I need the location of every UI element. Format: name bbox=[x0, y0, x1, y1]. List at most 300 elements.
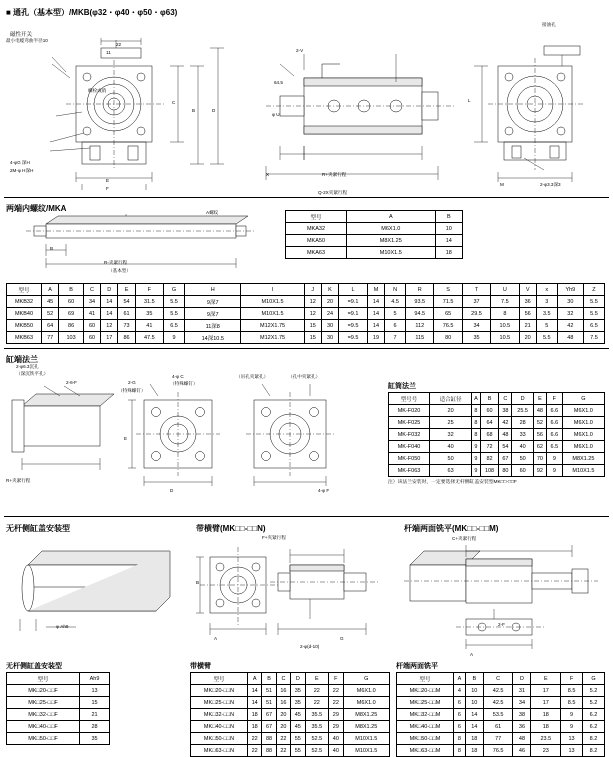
label-phi-u: φ U bbox=[272, 112, 280, 117]
table-cell: 60 bbox=[59, 296, 84, 308]
table-cell: 10.5 bbox=[491, 320, 519, 332]
table-cell: 80 bbox=[434, 332, 462, 344]
table-cell: 103 bbox=[59, 332, 84, 344]
bottom-mid-callout-f: F+夹紧行程 bbox=[262, 535, 286, 540]
column-header: D bbox=[513, 673, 531, 685]
table-cell: 14 bbox=[465, 721, 483, 733]
table-cell: 3 bbox=[536, 296, 557, 308]
table-cell: 9 bbox=[472, 453, 481, 465]
label-dim-11: 11 bbox=[106, 50, 111, 55]
table-cell: 92 bbox=[533, 465, 546, 477]
column-header: A bbox=[347, 211, 436, 223]
table-cell: 7.5 bbox=[583, 332, 604, 344]
table-cell: 93.5 bbox=[406, 296, 434, 308]
table-cell: 48 bbox=[499, 429, 512, 441]
table-cell: 4.5 bbox=[385, 296, 406, 308]
table-cell: 25 bbox=[430, 417, 472, 429]
table-cell: 5.5 bbox=[583, 308, 604, 320]
table-cell: 20 bbox=[519, 332, 536, 344]
table-cell: MK-F032 bbox=[389, 429, 430, 441]
flange-callout-f1: 2-φ6.3沉孔 bbox=[16, 364, 39, 369]
table-cell: 6.5 bbox=[546, 441, 562, 453]
table-cell: M6X1.0 bbox=[562, 429, 604, 441]
bottom-right-title: 杆端两面铣平(MK□□-□□M) bbox=[404, 524, 499, 533]
table-cell: 17 bbox=[531, 685, 561, 697]
column-header: L bbox=[339, 284, 368, 296]
column-header: 型号 bbox=[286, 211, 347, 223]
table-row bbox=[191, 685, 390, 697]
table-cell: 20 bbox=[276, 721, 290, 733]
table-row bbox=[397, 709, 605, 721]
table-cell: 22 bbox=[276, 733, 290, 745]
table-cell: 53.5 bbox=[483, 709, 513, 721]
table-cell: 22 bbox=[305, 697, 329, 709]
table-cell: 18 bbox=[465, 745, 483, 757]
table-row bbox=[7, 709, 110, 721]
table-cell: 86 bbox=[118, 332, 135, 344]
table-cell: 13 bbox=[80, 685, 110, 697]
table-cell: 22 bbox=[305, 685, 329, 697]
table-cell: 17 bbox=[101, 332, 118, 344]
table-cell: M6X1.0 bbox=[562, 405, 604, 417]
table-row bbox=[397, 721, 605, 733]
bottom-left-table bbox=[6, 672, 110, 745]
mka-title: 两端内螺纹/MKA bbox=[6, 204, 67, 213]
table-row bbox=[191, 709, 390, 721]
label-dim-b: B bbox=[192, 108, 196, 113]
table-cell: 8.2 bbox=[583, 745, 605, 757]
table-cell: =9.5 bbox=[339, 320, 368, 332]
table-cell: 76.5 bbox=[434, 320, 462, 332]
table-cell: 50 bbox=[512, 453, 533, 465]
table-cell: 108 bbox=[480, 465, 499, 477]
table-cell: 5 bbox=[536, 320, 557, 332]
table-cell: 7.5 bbox=[491, 296, 519, 308]
table-cell: 5.2 bbox=[583, 685, 605, 697]
table-cell: 68 bbox=[480, 429, 499, 441]
table-row bbox=[389, 441, 605, 453]
table-cell: M10X1.5 bbox=[347, 247, 436, 259]
table-cell: 8 bbox=[454, 745, 466, 757]
table-row bbox=[7, 308, 605, 320]
table-header-row bbox=[7, 284, 605, 296]
flange-note: 注）该法兰安装时，一定要选择无杆侧缸盖安装型MK□□-□□F bbox=[388, 480, 517, 485]
table-cell: 5.5 bbox=[164, 296, 185, 308]
table-cell: 42.5 bbox=[483, 697, 513, 709]
table-cell: 77 bbox=[42, 332, 59, 344]
table-cell: 80 bbox=[499, 465, 512, 477]
table-row bbox=[397, 733, 605, 745]
table-cell: MK□20-□□F bbox=[7, 685, 80, 697]
mka-drawing bbox=[6, 214, 276, 274]
table-cell: 40 bbox=[512, 441, 533, 453]
table-cell: 25.5 bbox=[512, 405, 533, 417]
table-row bbox=[7, 721, 110, 733]
table-cell: 34 bbox=[513, 697, 531, 709]
table-cell: 22 bbox=[329, 697, 343, 709]
column-header: F bbox=[546, 393, 562, 405]
label-oil-port: 接油孔 bbox=[542, 22, 556, 27]
table-cell: 54 bbox=[118, 296, 135, 308]
column-header: C bbox=[276, 673, 290, 685]
table-cell: =9.1 bbox=[339, 296, 368, 308]
table-cell: MKA32 bbox=[286, 223, 347, 235]
table-cell: 14深10.5 bbox=[185, 332, 241, 344]
bottom-right-callout-c: C+夹紧行程 bbox=[452, 536, 477, 541]
table-cell: M6X1.0 bbox=[347, 223, 436, 235]
column-header: I bbox=[241, 284, 304, 296]
table-row bbox=[397, 685, 605, 697]
table-cell: M8X1.25 bbox=[347, 235, 436, 247]
table-cell: 64 bbox=[480, 417, 499, 429]
table-cell: 8 bbox=[472, 405, 481, 417]
flange-title: 缸端法兰 bbox=[6, 355, 38, 364]
table-cell: 48 bbox=[513, 733, 531, 745]
table-cell: 10.5 bbox=[491, 332, 519, 344]
table-cell: 4 bbox=[454, 685, 466, 697]
table-row bbox=[7, 685, 110, 697]
label-dim-c: C bbox=[172, 100, 176, 105]
table-cell: 69 bbox=[59, 308, 84, 320]
table-cell: =9.1 bbox=[339, 308, 368, 320]
table-cell: 51 bbox=[262, 697, 276, 709]
table-cell: 40 bbox=[329, 745, 343, 757]
table-cell: 7 bbox=[385, 332, 406, 344]
label-645: 64.5 bbox=[274, 80, 283, 85]
table-cell: 52 bbox=[42, 308, 59, 320]
table-cell: 33 bbox=[512, 429, 533, 441]
table-cell: MK□20-□□M bbox=[397, 685, 454, 697]
table-cell: 51 bbox=[262, 685, 276, 697]
table-cell: 60 bbox=[83, 320, 100, 332]
table-cell: 40 bbox=[430, 441, 472, 453]
table-cell: 45 bbox=[42, 296, 59, 308]
table-cell: 36 bbox=[519, 296, 536, 308]
table-cell: 14 bbox=[435, 235, 462, 247]
column-header: G bbox=[562, 393, 604, 405]
column-header: 型号 bbox=[191, 673, 248, 685]
table-cell: 42.5 bbox=[483, 685, 513, 697]
table-row bbox=[191, 733, 390, 745]
mka-callout-b: B bbox=[50, 246, 54, 251]
table-cell: MKA50 bbox=[286, 235, 347, 247]
table-cell: 8 bbox=[472, 429, 481, 441]
table-row bbox=[7, 697, 110, 709]
table-cell: 20 bbox=[430, 405, 472, 417]
flange-callout-f2: （深沉铁平孔） bbox=[16, 371, 49, 376]
table-cell: MK□40-□□N bbox=[191, 721, 248, 733]
table-cell: 9 bbox=[472, 465, 481, 477]
table-cell: 6.2 bbox=[583, 709, 605, 721]
flange-table bbox=[388, 392, 605, 477]
table-cell: 45 bbox=[291, 709, 305, 721]
table-cell: 48 bbox=[533, 405, 546, 417]
table-cell: M10X1.5 bbox=[343, 745, 389, 757]
table-cell: 35.5 bbox=[305, 721, 329, 733]
table-cell: 38 bbox=[513, 709, 531, 721]
table-cell: 56 bbox=[519, 308, 536, 320]
table-cell: 14 bbox=[367, 320, 384, 332]
table-cell: 30 bbox=[557, 296, 583, 308]
table-cell: M8X1.25 bbox=[343, 721, 389, 733]
column-header: 型号 bbox=[7, 673, 80, 685]
table-cell: 16 bbox=[276, 697, 290, 709]
column-header: B bbox=[480, 393, 499, 405]
table-cell: 10 bbox=[435, 223, 462, 235]
mka-callout-r: R-夹紧行程 bbox=[104, 260, 128, 265]
table-cell: 6.6 bbox=[546, 417, 562, 429]
divider-2 bbox=[4, 348, 609, 349]
column-header: B bbox=[59, 284, 84, 296]
label-cable-radius: 最小电缆弯曲半径10 bbox=[6, 38, 48, 43]
table-cell: 55 bbox=[291, 745, 305, 757]
table-cell: 6.6 bbox=[546, 429, 562, 441]
table-cell: 22 bbox=[276, 745, 290, 757]
column-header: J bbox=[304, 284, 321, 296]
column-header: 型号号 bbox=[389, 393, 430, 405]
table-cell: MK□25-□□M bbox=[397, 697, 454, 709]
table-cell: MK□50-□□F bbox=[7, 733, 80, 745]
table-cell: 6 bbox=[454, 709, 466, 721]
column-header: Z bbox=[583, 284, 604, 296]
table-row bbox=[286, 235, 463, 247]
bottom-right-callout-a: A bbox=[470, 652, 474, 657]
column-header: B bbox=[435, 211, 462, 223]
table-cell: MK□20-□□N bbox=[191, 685, 248, 697]
column-header: F bbox=[135, 284, 163, 296]
mka-callout-thread: A螺纹 bbox=[206, 210, 219, 215]
table-cell: M10X1.5 bbox=[241, 308, 304, 320]
table-cell: MK□63-□□N bbox=[191, 745, 248, 757]
table-cell: 35 bbox=[135, 308, 163, 320]
table-cell: MK□32-□□N bbox=[191, 709, 248, 721]
table-cell: MK□25-□□F bbox=[7, 697, 80, 709]
table-cell: MK□50-□□M bbox=[397, 733, 454, 745]
table-cell: 9深7 bbox=[185, 296, 241, 308]
table-cell: MK□50-□□N bbox=[191, 733, 248, 745]
mka-callout-basic: （基本型） bbox=[108, 268, 131, 273]
table-cell: 18 bbox=[465, 733, 483, 745]
table-cell: 13 bbox=[561, 745, 583, 757]
table-cell: 9 bbox=[546, 465, 562, 477]
table-cell: 29.5 bbox=[462, 308, 490, 320]
table-cell: 41 bbox=[83, 308, 100, 320]
table-cell: M10X1.5 bbox=[562, 465, 604, 477]
table-cell: 56 bbox=[533, 429, 546, 441]
table-cell: 8.5 bbox=[561, 685, 583, 697]
column-header: x bbox=[536, 284, 557, 296]
mka-table bbox=[285, 210, 463, 259]
table-cell: 22 bbox=[329, 685, 343, 697]
table-row bbox=[7, 320, 605, 332]
table-cell: MK-F050 bbox=[389, 453, 430, 465]
column-header: M bbox=[367, 284, 384, 296]
column-header: E bbox=[118, 284, 135, 296]
table-cell: 20 bbox=[321, 296, 338, 308]
table-cell: 82 bbox=[480, 453, 499, 465]
table-cell: 21 bbox=[519, 320, 536, 332]
table-row bbox=[7, 296, 605, 308]
table-cell: 9 bbox=[561, 709, 583, 721]
label-dim-f: F bbox=[106, 186, 109, 191]
flange-callout-f15: E bbox=[124, 436, 128, 441]
bottom-right-drawing bbox=[396, 535, 608, 660]
table-cell: =9.5 bbox=[339, 332, 368, 344]
table-cell: 10 bbox=[465, 685, 483, 697]
flange-table-title: 缸筒法兰 bbox=[388, 383, 416, 390]
column-header: A bbox=[42, 284, 59, 296]
column-header: G bbox=[343, 673, 389, 685]
column-header: 适合缸径 bbox=[430, 393, 472, 405]
table-cell: MK□25-□□N bbox=[191, 697, 248, 709]
table-cell: 88 bbox=[262, 745, 276, 757]
table-header-row bbox=[7, 673, 110, 685]
table-row bbox=[286, 223, 463, 235]
table-cell: 9 bbox=[561, 721, 583, 733]
bottom-mid-table bbox=[190, 672, 390, 757]
bottom-left-drawing bbox=[6, 535, 186, 655]
table-cell: MKA63 bbox=[286, 247, 347, 259]
table-cell: 9 bbox=[546, 453, 562, 465]
table-cell: MKB32 bbox=[7, 296, 42, 308]
table-row bbox=[389, 453, 605, 465]
flange-callout-f7: （特殊螺钉） bbox=[170, 381, 198, 386]
column-header: E bbox=[533, 393, 546, 405]
table-cell: 14 bbox=[367, 308, 384, 320]
table-cell: 20 bbox=[276, 709, 290, 721]
bottom-mid-callout-g: G bbox=[340, 636, 344, 641]
table-cell: 15 bbox=[80, 697, 110, 709]
column-header: N bbox=[385, 284, 406, 296]
table-cell: 16 bbox=[276, 685, 290, 697]
table-cell: 6.2 bbox=[583, 721, 605, 733]
table-cell: 67 bbox=[499, 453, 512, 465]
table-cell: MK□32-□□F bbox=[7, 709, 80, 721]
column-header: A bbox=[248, 673, 262, 685]
table-cell: 19 bbox=[367, 332, 384, 344]
column-header: V bbox=[519, 284, 536, 296]
table-cell: 40 bbox=[329, 733, 343, 745]
table-cell: 30 bbox=[321, 320, 338, 332]
table-cell: 67 bbox=[262, 721, 276, 733]
table-cell: 115 bbox=[406, 332, 434, 344]
table-cell: 11深8 bbox=[185, 320, 241, 332]
table-cell: 14 bbox=[367, 296, 384, 308]
table-cell: 14 bbox=[248, 697, 262, 709]
table-cell: 28 bbox=[80, 721, 110, 733]
table-cell: M8X1.25 bbox=[343, 709, 389, 721]
table-cell: 12 bbox=[304, 296, 321, 308]
table-cell: 5 bbox=[385, 308, 406, 320]
table-cell: 8 bbox=[491, 308, 519, 320]
column-header: H bbox=[185, 284, 241, 296]
table-cell: 32 bbox=[430, 429, 472, 441]
table-cell: 28 bbox=[512, 417, 533, 429]
column-header: C bbox=[83, 284, 100, 296]
bottom-mid-title: 带横臂(MK□□-□□N) bbox=[196, 524, 266, 533]
table-header-row bbox=[191, 673, 390, 685]
page-title: ■ 通孔（基本型）/MKB(φ32・φ40・φ50・φ63) bbox=[6, 8, 178, 17]
table-cell: MK□63-□□M bbox=[397, 745, 454, 757]
bottom-left-table-title: 无杆侧缸盖安装型 bbox=[6, 663, 62, 670]
bottom-left-title: 无杆侧缸盖安装型 bbox=[6, 524, 70, 533]
table-cell: 88 bbox=[262, 733, 276, 745]
table-cell: 15 bbox=[304, 320, 321, 332]
table-cell: 6 bbox=[385, 320, 406, 332]
table-cell: 12 bbox=[101, 320, 118, 332]
flange-callout-f3: 2-6-F bbox=[66, 380, 77, 385]
table-cell: 6.5 bbox=[583, 320, 604, 332]
table-cell: 71.5 bbox=[434, 296, 462, 308]
table-cell: 35.5 bbox=[305, 709, 329, 721]
table-cell: 52.5 bbox=[305, 733, 329, 745]
column-header: F bbox=[561, 673, 583, 685]
table-cell: 35 bbox=[80, 733, 110, 745]
flange-callout-f6: 4-φ C bbox=[172, 374, 184, 379]
table-cell: 73 bbox=[118, 320, 135, 332]
table-cell: 72 bbox=[480, 441, 499, 453]
table-cell: 8.2 bbox=[583, 733, 605, 745]
table-cell: 5.5 bbox=[536, 332, 557, 344]
table-cell: 14 bbox=[248, 685, 262, 697]
label-m: M bbox=[500, 182, 504, 187]
table-cell: 6 bbox=[454, 721, 466, 733]
table-cell: 35 bbox=[462, 332, 490, 344]
table-row bbox=[286, 247, 463, 259]
bottom-left-callout: φ Ah9 bbox=[56, 624, 69, 629]
table-cell: MK-F040 bbox=[389, 441, 430, 453]
table-cell: 22 bbox=[248, 733, 262, 745]
table-cell: 8 bbox=[472, 417, 481, 429]
table-row bbox=[397, 745, 605, 757]
table-cell: 9深7 bbox=[185, 308, 241, 320]
label-hole-g: 4-φG 深H bbox=[10, 160, 30, 165]
table-cell: 46 bbox=[513, 745, 531, 757]
table-cell: 21 bbox=[80, 709, 110, 721]
column-header: S bbox=[434, 284, 462, 296]
table-cell: 61 bbox=[483, 721, 513, 733]
table-row bbox=[7, 332, 605, 344]
label-hole-33: 2-φ3.3深3 bbox=[540, 182, 561, 187]
table-cell: M10X1.5 bbox=[343, 733, 389, 745]
table-cell: MK□40-□□M bbox=[397, 721, 454, 733]
table-cell: 9 bbox=[472, 441, 481, 453]
label-bolt-pin: 螺栓或销 bbox=[88, 88, 107, 93]
label-hole-h: 2M-φ H深H bbox=[10, 168, 34, 173]
table-cell: 10 bbox=[465, 697, 483, 709]
table-cell: 5.5 bbox=[583, 296, 604, 308]
table-cell: 38 bbox=[499, 405, 512, 417]
table-cell: 29 bbox=[329, 721, 343, 733]
column-header: 型号 bbox=[7, 284, 42, 296]
divider-1 bbox=[4, 197, 609, 198]
table-row bbox=[191, 745, 390, 757]
table-row bbox=[191, 721, 390, 733]
table-cell: M10X1.5 bbox=[241, 296, 304, 308]
column-header: Yh9 bbox=[557, 284, 583, 296]
table-cell: 42 bbox=[557, 320, 583, 332]
table-row bbox=[389, 405, 605, 417]
top-drawing-group bbox=[4, 20, 609, 190]
table-cell: 65 bbox=[434, 308, 462, 320]
table-cell: MKB50 bbox=[7, 320, 42, 332]
table-cell: 17 bbox=[531, 697, 561, 709]
table-cell: 94.5 bbox=[406, 308, 434, 320]
table-cell: 45 bbox=[291, 721, 305, 733]
table-cell: 15 bbox=[304, 332, 321, 344]
column-header: G bbox=[164, 284, 185, 296]
table-cell: 52.5 bbox=[305, 745, 329, 757]
